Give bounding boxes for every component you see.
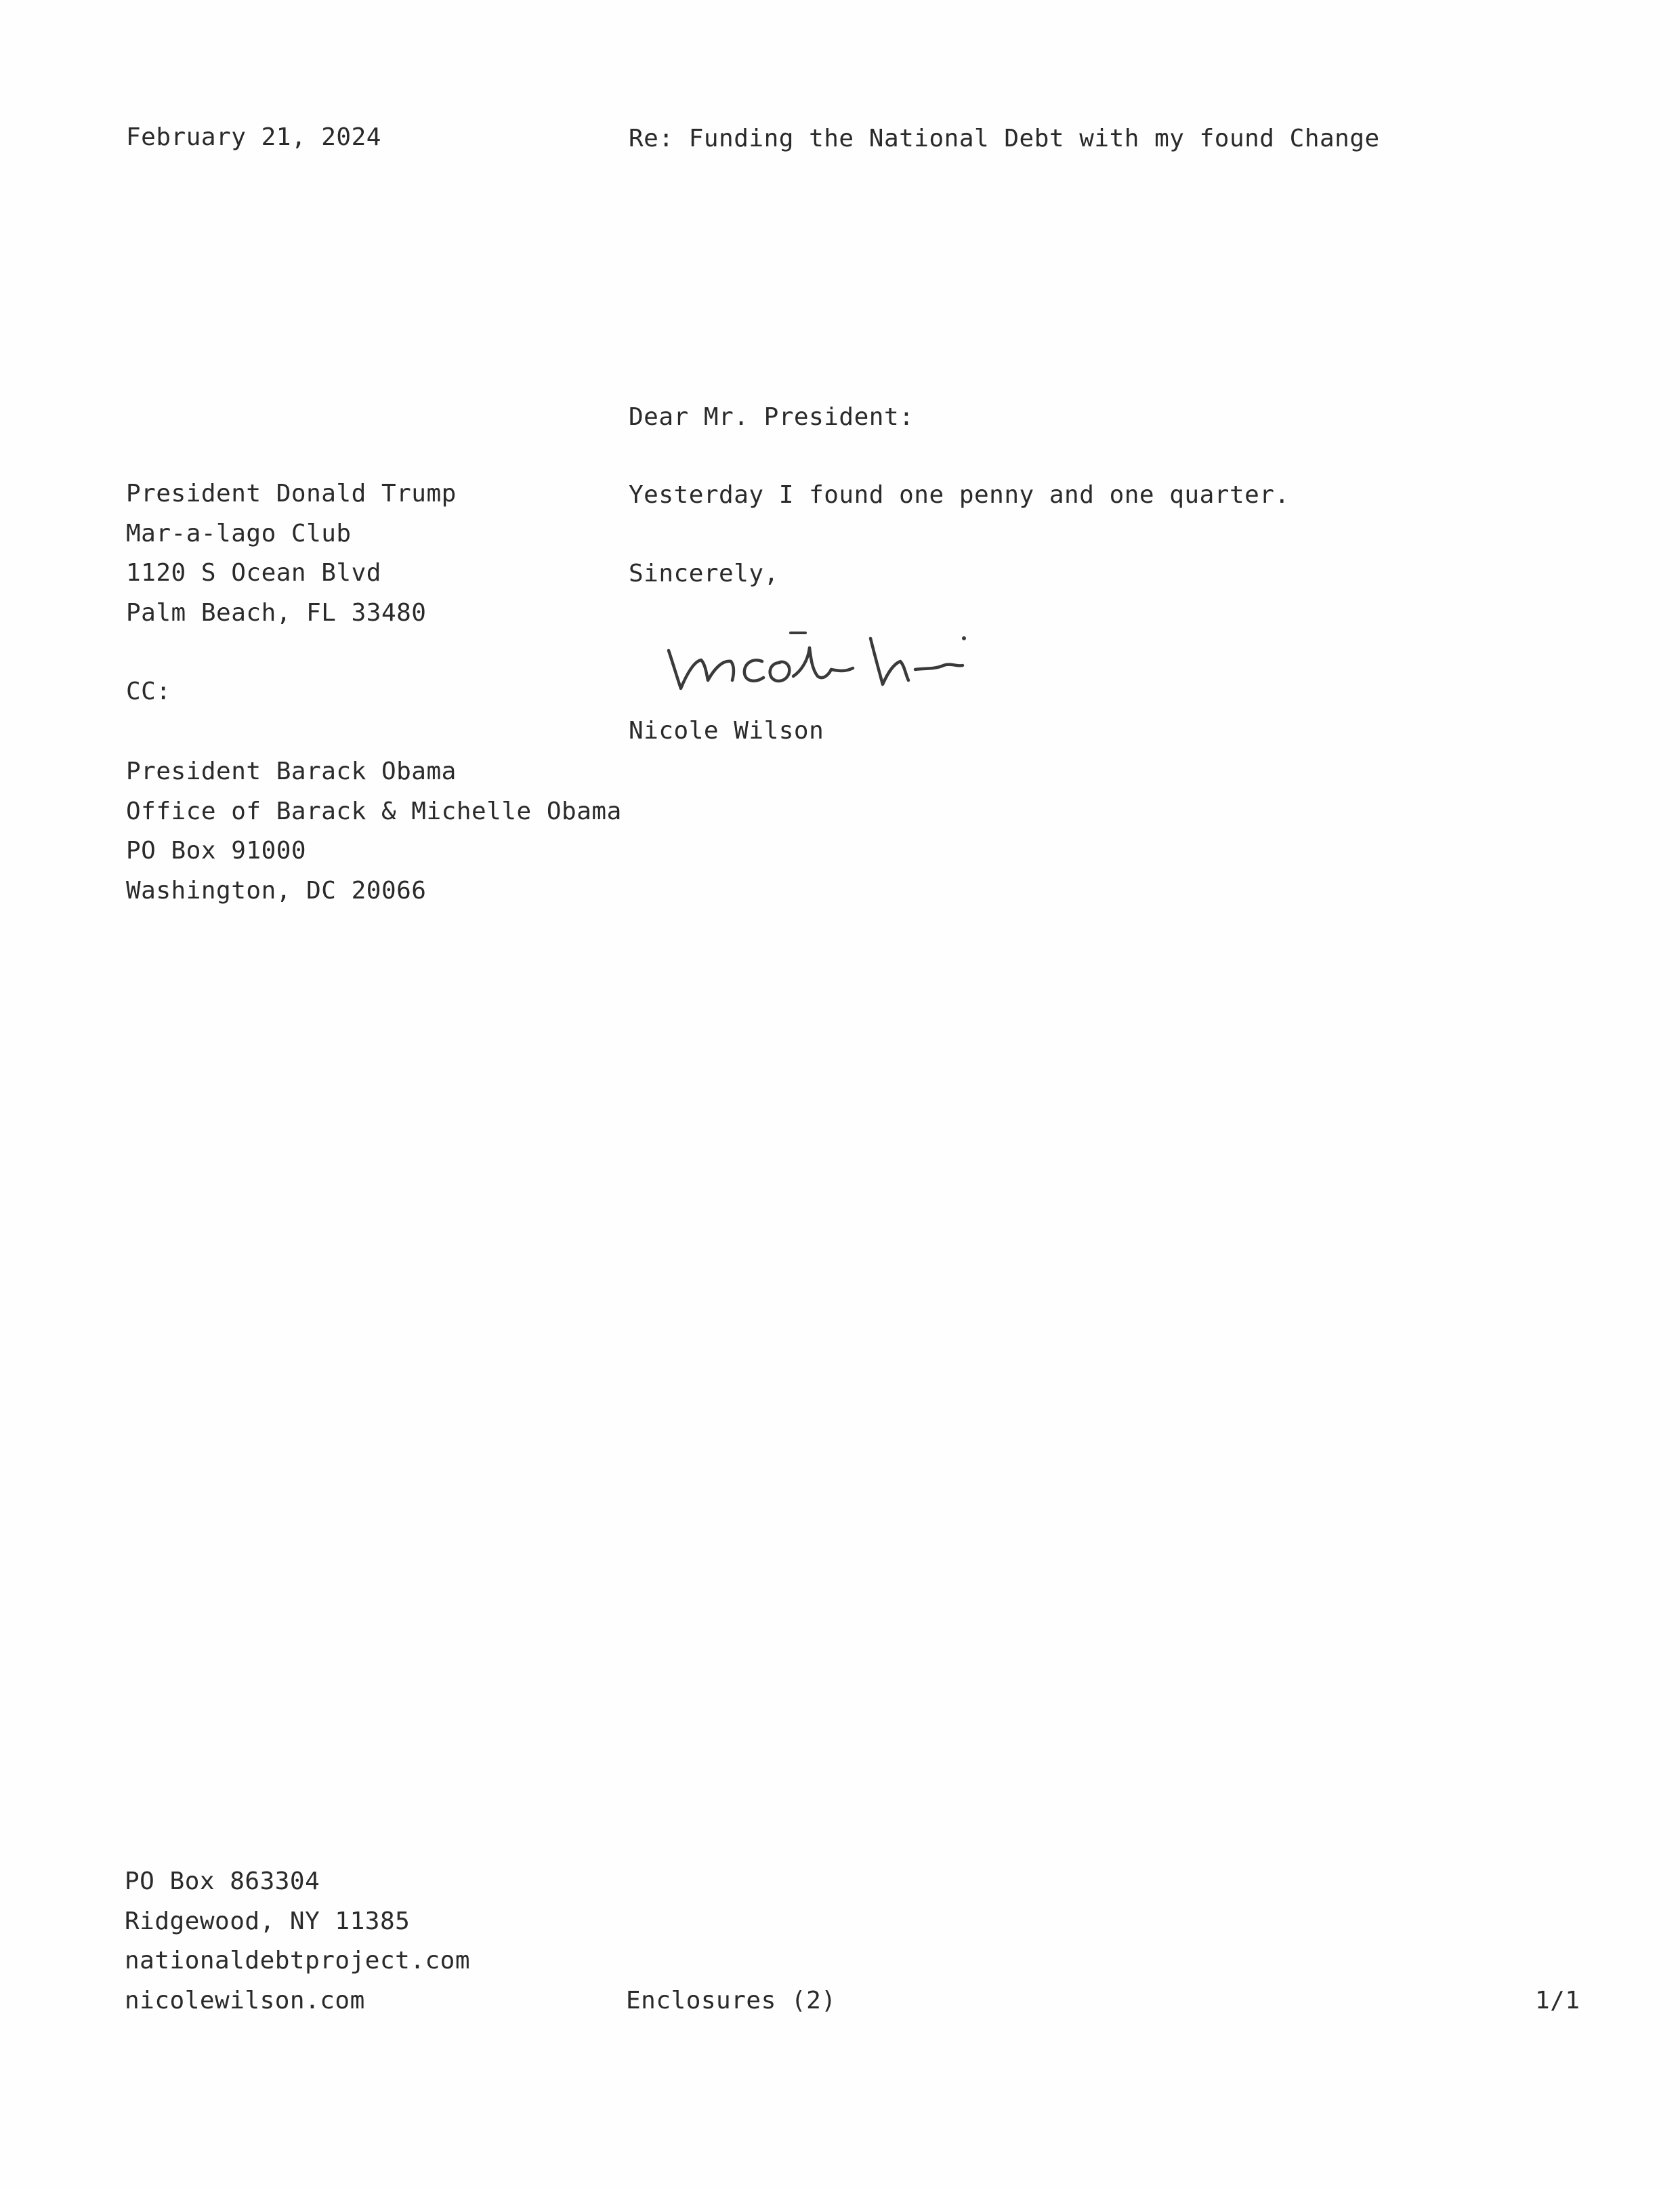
sender-line: nationaldebtproject.com (125, 1947, 470, 1975)
cc-line: Washington, DC 20066 (126, 876, 427, 905)
handwritten-signature (660, 596, 1013, 711)
sender-line: Ridgewood, NY 11385 (125, 1907, 411, 1935)
recipient-line: President Donald Trump (126, 480, 457, 508)
letter-body: Yesterday I found one penny and one quarter. (629, 481, 1290, 509)
letter-subject: Re: Funding the National Debt with my found Change (629, 125, 1380, 152)
page-number: 1/1 (1535, 1987, 1580, 2015)
sender-line: PO Box 863304 (125, 1867, 320, 1895)
signer-name: Nicole Wilson (629, 717, 824, 745)
cc-line: PO Box 91000 (126, 837, 307, 865)
recipient-line: Palm Beach, FL 33480 (126, 598, 427, 627)
recipient-address (126, 474, 457, 633)
enclosures-note: Enclosures (2) (626, 1987, 837, 2015)
cc-address (126, 752, 622, 911)
cc-line: President Barack Obama (126, 758, 457, 785)
recipient-line: Mar-a-lago Club (126, 519, 352, 548)
recipient-line: 1120 S Ocean Blvd (126, 559, 381, 587)
sender-line: nicolewilson.com (125, 1986, 365, 2015)
sender-footer (125, 1862, 470, 2021)
letter-date: February 21, 2024 (126, 123, 381, 151)
closing: Sincerely, (629, 560, 779, 587)
cc-line: Office of Barack & Michelle Obama (126, 797, 622, 825)
salutation: Dear Mr. President: (629, 403, 915, 431)
cc-label: CC: (126, 678, 171, 705)
